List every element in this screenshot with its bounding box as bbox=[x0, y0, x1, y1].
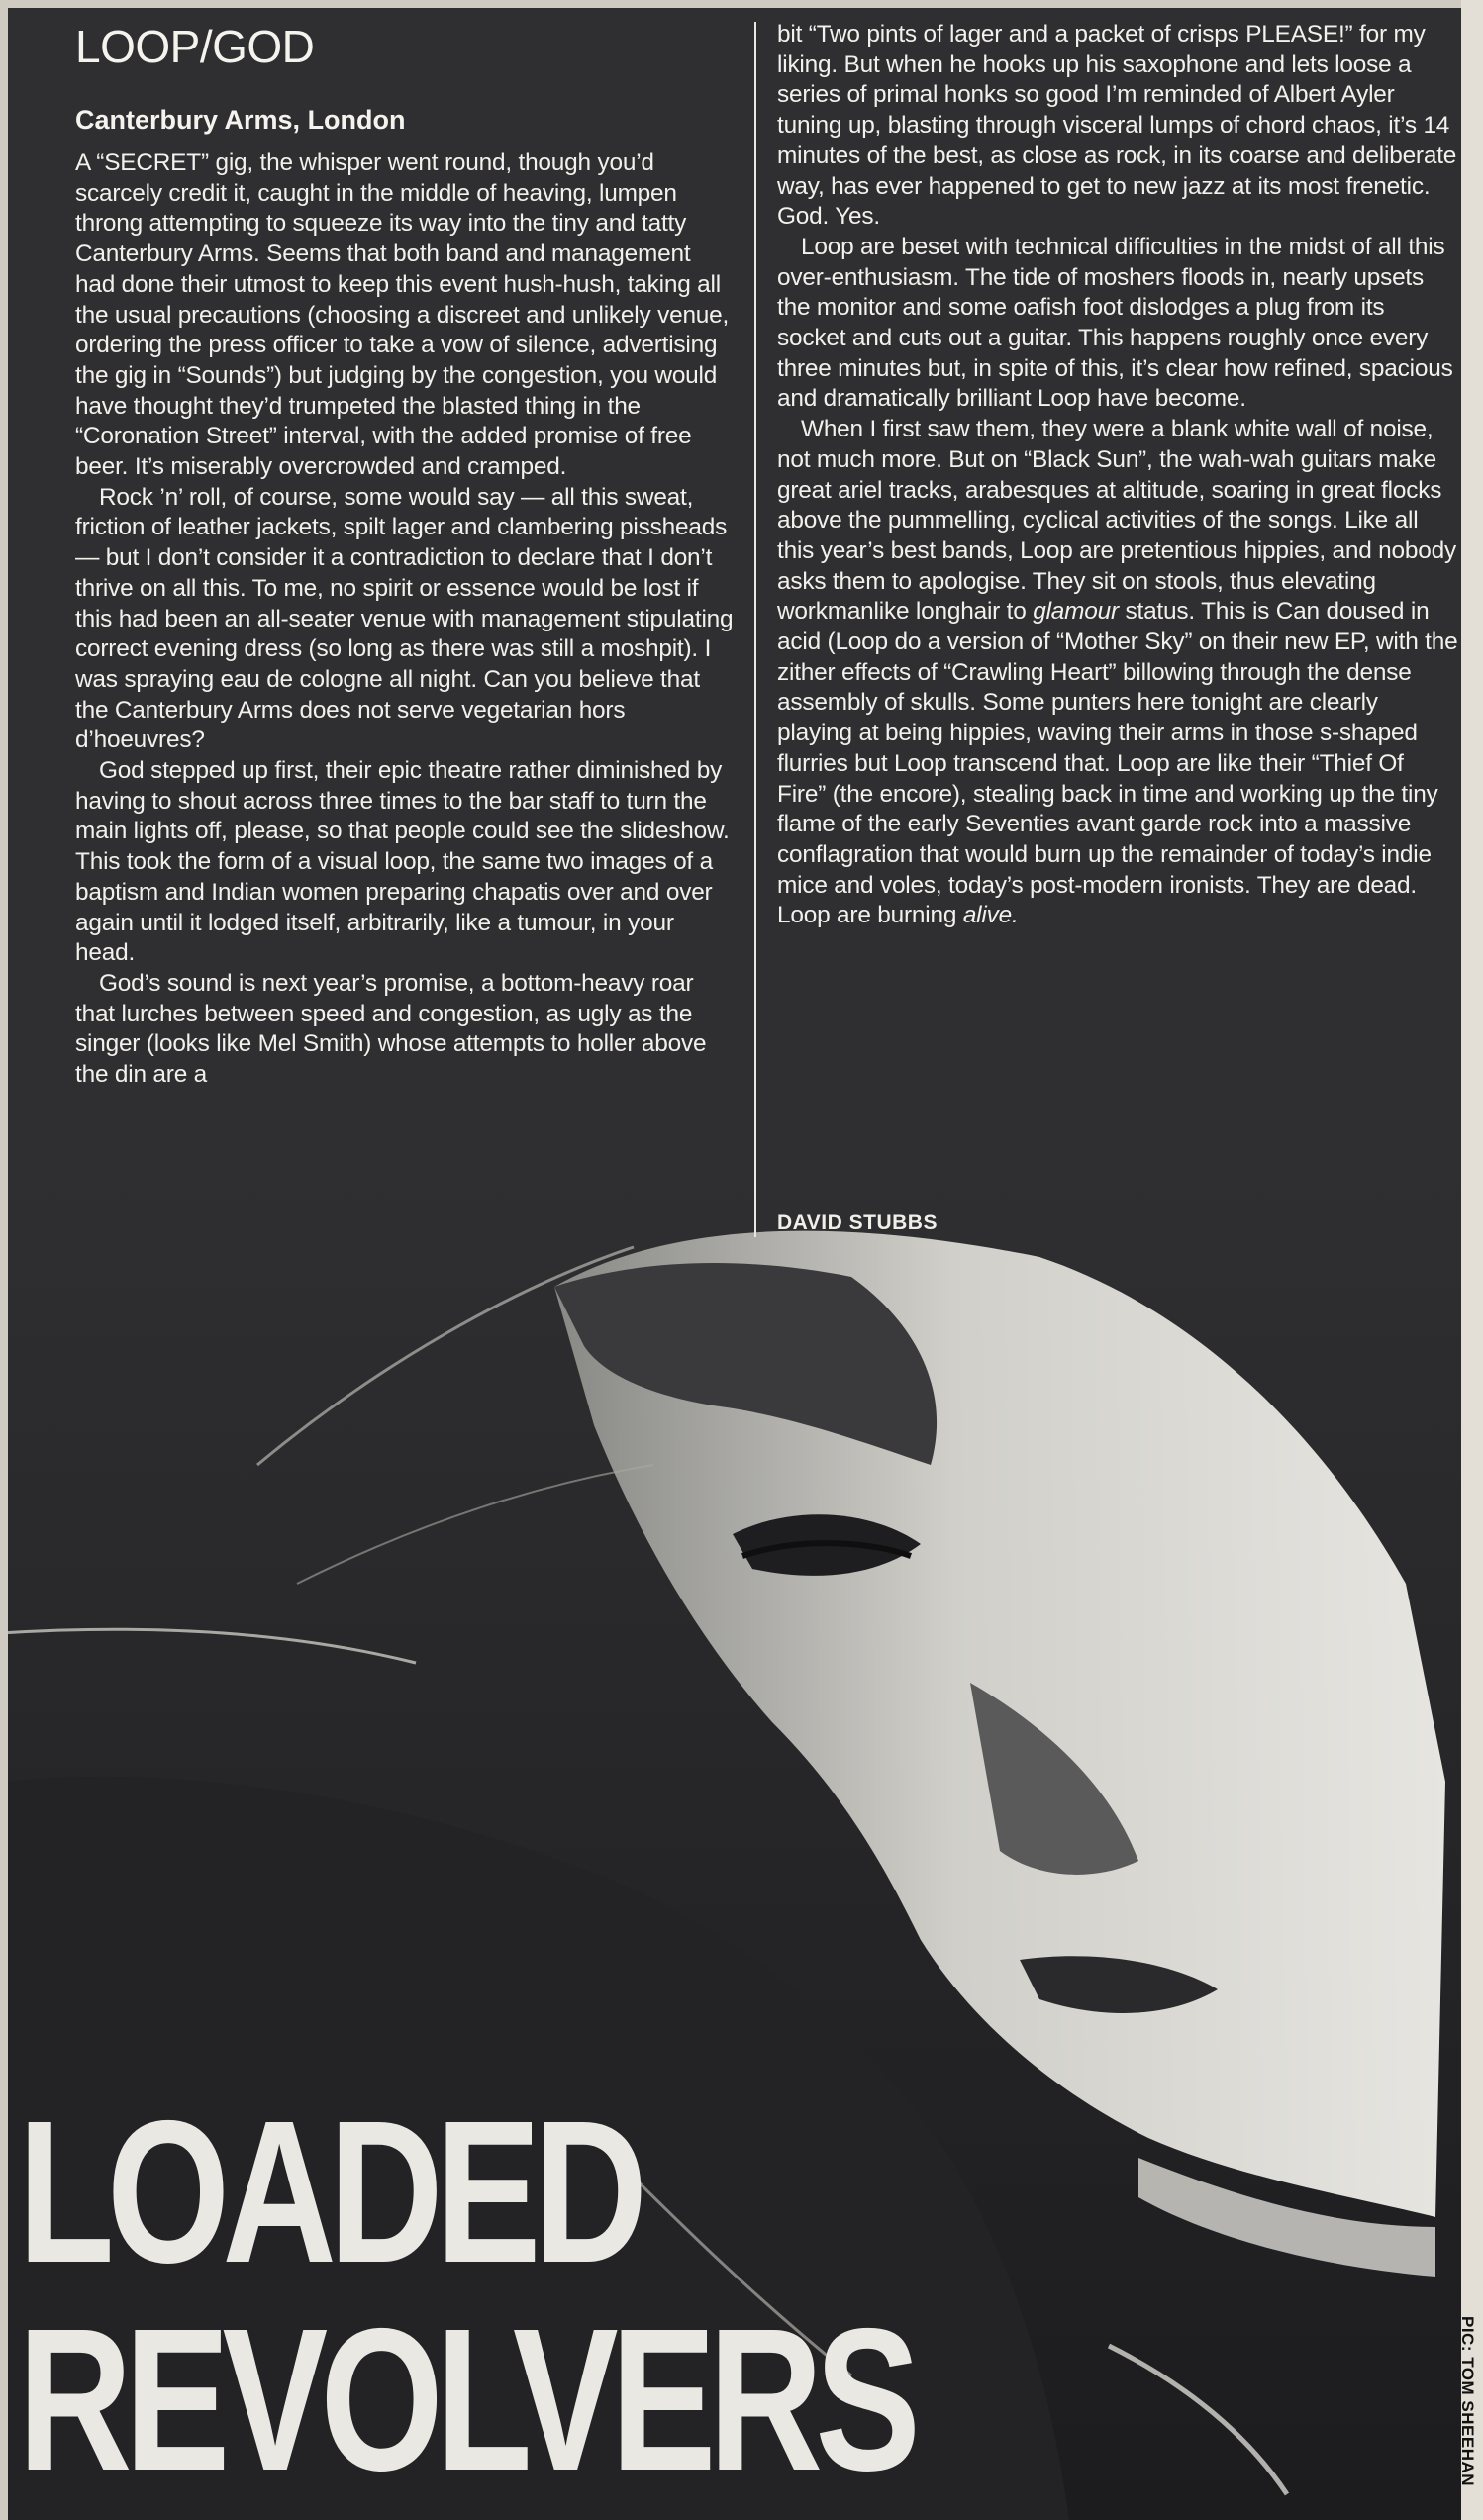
feature-title-line2: REVOLVERS bbox=[18, 2286, 914, 2513]
paragraph: A “SECRET” gig, the whisper went round, though you’d scarcely credit it, caught in the middle of heaving, lumpen throng attempting to squeeze its way into the tiny and tatty Canterbury Arms. Seems that both band and management had done their utmost to keep this event hush-hush, taking all the usual precautions (choosing a discreet and unlikely venue, ordering the press officer to take a vow of silence, advertising the gig in “Sounds”) but judging by the congestion, you would have thought they’d trumpeted the blasted thing in the “Coronation Street” interval, with the added promise of free beer. It’s miserably overcrowded and cramped. bbox=[75, 149, 730, 481]
photo-credit bbox=[1457, 2316, 1479, 2514]
text-column-left bbox=[75, 148, 735, 1091]
paper-edge bbox=[0, 0, 8, 2520]
paragraph-text: status. This is Can doused in acid (Loop do a version of “Mother Sky” on their new EP, with the zither effects of “Crawling Heart” billowing through the dense assembly of skulls. Some punters here tonight are clearly playing at being hippies, waving their arms in those s-shaped flurries but Loop transcend that. Loop are like their “Thief Of Fire” (the encore), stealing back in time and working up the tiny flame of the early Seventies avant garde rock into a massive conflagration that would burn up the remainder of today’s indie mice and voles, today’s post-modern ironists. They are dead. Loop are burning bbox=[777, 598, 1458, 929]
paragraph: Loop are beset with technical difficulties in the midst of all this over-enthusiasm. The tide of moshers floods in, nearly upsets the monitor and some oafish foot dislodges a plug from its socket and cuts out a guitar. This happens roughly once every three minutes but, in spite of this, it’s clear how refined, spacious and dramatically brilliant Loop have become. bbox=[777, 233, 1453, 413]
byline: DAVID STUBBS bbox=[777, 1212, 938, 1234]
photo-credit-text: PIC: TOM SHEEHAN bbox=[1458, 2316, 1477, 2487]
paper-edge bbox=[0, 0, 1483, 8]
paragraph: Rock ’n’ roll, of course, some would say — all this sweat, friction of leather jackets, spilt lager and clambering pissheads — but I don’t consider it a contradiction to declare that I don’t thrive on all this. To me, no spirit or essence would be lost if this had been an all-seater venue with management stipulating correct evening dress (so long as there was still a moshpit). I was spraying eau de cologne all night. Can you believe that the Canterbury Arms does not serve vegetarian hors d’hoeuvres? bbox=[75, 483, 734, 754]
paragraph: bit “Two pints of lager and a packet of crisps PLEASE!” for my liking. But when he hooks up his saxophone and lets loose a series of primal honks so good I’m reminded of Albert Ayler tuning up, blasting through visceral lumps of chord chaos, it’s 14 minutes of the best, as close as rock, in its coarse and deliberate way, has ever happened to get to new jazz at its most frenetic. God. Yes. bbox=[777, 21, 1457, 231]
paper-edge bbox=[1461, 0, 1483, 2520]
paragraph bbox=[777, 415, 1458, 931]
paragraph: God’s sound is next year’s promise, a bottom-heavy roar that lurches between speed and congestion, as ugly as the singer (looks like Mel Smith) whose attempts to holler above the din are a bbox=[75, 969, 707, 1089]
text-column-right bbox=[777, 20, 1458, 931]
italic-word: alive. bbox=[962, 902, 1019, 929]
paragraph: God stepped up first, their epic theatre rather diminished by having to shout across three times to the bar staff to turn the main lights off, please, so that people could see the slideshow. This took the form of a visual loop, the same two images of a baptism and Indian women preparing chapatis over and over again until it lodged itself, arbitrarily, like a tumour, in your head. bbox=[75, 757, 730, 967]
feature-title-line1: LOADED bbox=[18, 2079, 641, 2305]
italic-word: glamour bbox=[1033, 598, 1119, 626]
paragraph-text: When I first saw them, they were a blank white wall of noise, not much more. But on “Black Sun”, the wah-wah guitars make great ariel tracks, arabesques at altitude, soaring in great flocks above the pummelling, cyclical activities of the songs. Like all this year’s best bands, Loop are pretentious hippies, and nobody asks them to apologise. They sit on stools, thus elevating workmanlike longhair to bbox=[777, 416, 1456, 626]
article-headline: LOOP/GOD bbox=[75, 21, 315, 72]
venue-subhead: Canterbury Arms, London bbox=[75, 105, 406, 135]
column-rule bbox=[754, 22, 756, 1237]
